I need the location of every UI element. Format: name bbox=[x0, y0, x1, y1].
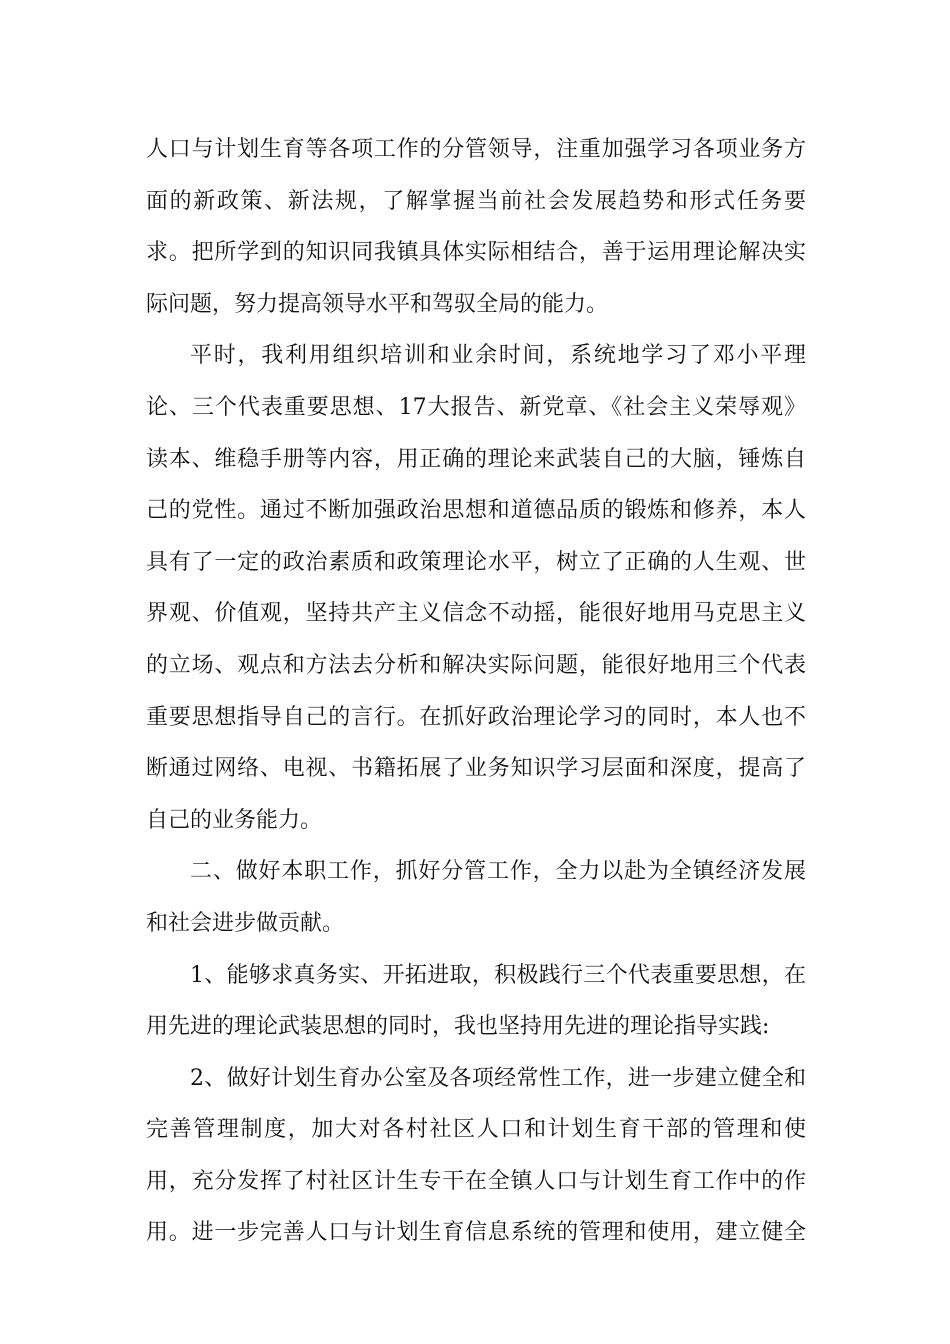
text-line: 重要思想指导自己的言行。在抓好政治理论学习的同时，本人也不 bbox=[146, 704, 806, 730]
text-line: 具有了一定的政治素质和政策理论水平，树立了正确的人生观、世 bbox=[146, 549, 806, 575]
text-line: 自己的业务能力。 bbox=[146, 807, 323, 833]
text-line: 己的党性。通过不断加强政治思想和道德品质的锻炼和修养，本人 bbox=[146, 498, 806, 524]
text-line: 求。把所学到的知识同我镇具体实际相结合，善于运用理论解决实 bbox=[146, 240, 806, 266]
document-body bbox=[146, 124, 806, 1259]
list-item-2: 2、做好计划生育办公室及各项经常性工作，进一步建立健全和 bbox=[190, 1065, 806, 1091]
text-line: 用。进一步完善人口与计划生育信息系统的管理和使用，建立健全 bbox=[146, 1220, 806, 1246]
text-line: 读本、维稳手册等内容，用正确的理论来武装自己的大脑，锤炼自 bbox=[146, 446, 806, 472]
list-item-1: 1、能够求真务实、开拓进取，积极践行三个代表重要思想，在 bbox=[190, 962, 806, 988]
text-line: 的立场、观点和方法去分析和解决实际问题，能很好地用三个代表 bbox=[146, 652, 806, 678]
text-line: 人口与计划生育等各项工作的分管领导，注重加强学习各项业务方 bbox=[146, 137, 806, 162]
text-line: 和社会进步做贡献。 bbox=[146, 910, 345, 936]
section-heading: 二、做好本职工作，抓好分管工作，全力以赴为全镇经济发展 bbox=[190, 859, 806, 885]
text-line: 论、三个代表重要思想、17大报告、新党章、《社会主义荣辱观》 bbox=[146, 394, 806, 420]
text-line: 际问题，努力提高领导水平和驾驭全局的能力。 bbox=[146, 291, 609, 317]
text-line: 完善管理制度，加大对各村社区人口和计划生育干部的管理和使 bbox=[146, 1117, 806, 1143]
text-line: 面的新政策、新法规，了解掌握当前社会发展趋势和形式任务要 bbox=[146, 188, 806, 214]
text-line: 断通过网络、电视、书籍拓展了业务知识学习层面和深度，提高了 bbox=[146, 756, 806, 782]
text-line: 用，充分发挥了村社区计生专干在全镇人口与计划生育工作中的作 bbox=[146, 1168, 806, 1194]
text-line: 界观、价值观，坚持共产主义信念不动摇，能很好地用马克思主义 bbox=[146, 601, 806, 627]
text-line: 用先进的理论武装思想的同时，我也坚持用先进的理论指导实践: bbox=[146, 1014, 770, 1040]
paragraph-first-line: 平时，我利用组织培训和业余时间，系统地学习了邓小平理 bbox=[190, 343, 806, 369]
